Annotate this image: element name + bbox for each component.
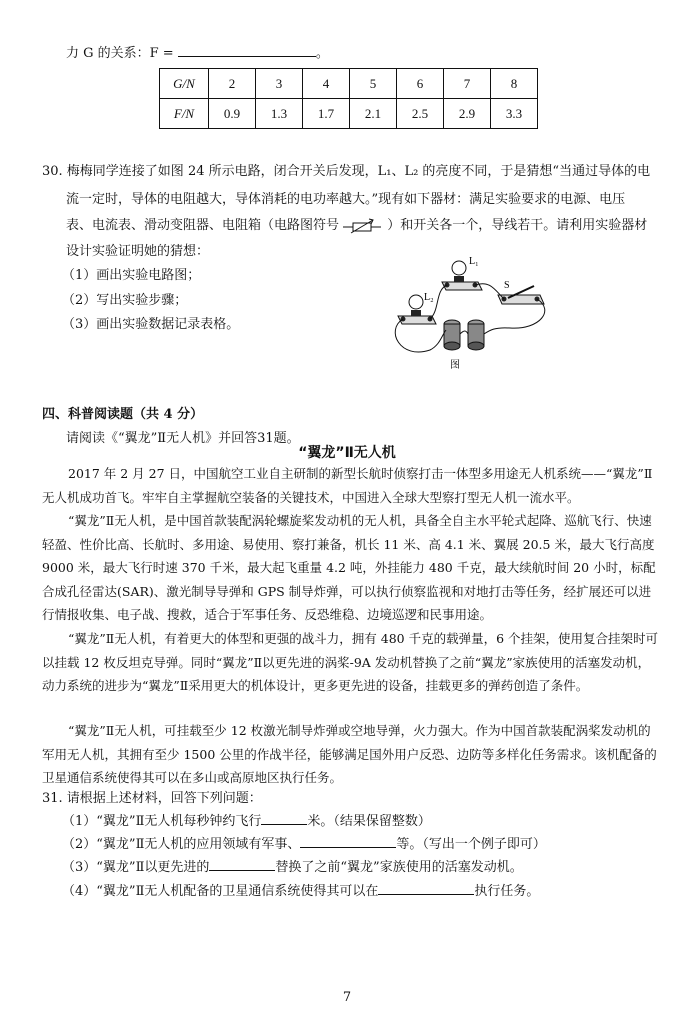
wire [460, 331, 468, 334]
answer-blank[interactable] [300, 833, 396, 848]
q31-item-1 [62, 810, 431, 829]
g-value: 4 [303, 69, 350, 99]
g-value: 8 [491, 69, 538, 99]
g-f-data-table [159, 68, 538, 129]
label-s: S [504, 280, 510, 291]
q31-item-3-after: 替换了之前“翼龙”家族使用的活塞发动机。 [275, 860, 523, 875]
article-paragraph-4: “翼龙”Ⅱ无人机，可挂载至少 12 枚激光制导炸弹或空地导弹，火力强大。作为中国首款装配涡桨发动机的军用无人机，其拥有至少 1500 公里的作战半径，能够满足国外用户反恐、边防等多样化任务需求。该机配备的卫星通信系统使得其可以在多山或高原地区执行任务。 [42, 723, 657, 785]
table-row [160, 99, 538, 129]
q31-item-4-after: 执行任务。 [474, 884, 540, 899]
section-heading: 四、科普阅读题（共 4 分） [42, 407, 204, 422]
q31-item-4-before: （4）“翼龙”Ⅱ无人机配备的卫星通信系统使得其可以在 [62, 884, 379, 899]
q30-item-1: （1）画出实验电路图； [62, 268, 201, 283]
bulb-l1-icon [452, 261, 466, 275]
article-title: “翼龙”Ⅱ无人机 [298, 445, 396, 461]
q31-item-4 [62, 880, 539, 899]
row-label-f: F/N [160, 99, 209, 129]
row-label-g: G/N [160, 69, 209, 99]
page-number: 7 [342, 990, 352, 1005]
label-l2: L₂ [424, 292, 434, 303]
q30-line-3-b: ）和开关各一个，导线若干。请利用实验器材 [387, 218, 648, 233]
g-value: 3 [256, 69, 303, 99]
f-value: 0.9 [209, 99, 256, 129]
q31-item-1-after: 米。（结果保留整数） [307, 814, 431, 829]
answer-blank[interactable] [378, 880, 474, 895]
q31-stem: 31. 请根据上述材料，回答下列问题： [42, 791, 262, 806]
f-value: 3.3 [491, 99, 538, 129]
q29-relation-prefix: 力 G 的关系：F = [66, 46, 174, 61]
q31-item-3 [62, 856, 523, 875]
q30-line-3 [66, 214, 647, 234]
answer-blank[interactable] [178, 42, 316, 57]
q31-item-2-after: 等。（写出一个例子即可） [396, 837, 546, 852]
f-value: 1.7 [303, 99, 350, 129]
q30-line-1: 30. 梅梅同学连接了如图 24 所示电路，闭合开关后发现，L₁、L₂ 的亮度不同，于是猜想“当通过导体的电 [42, 164, 651, 179]
resistance-box-symbol-icon [343, 218, 383, 234]
q31-item-2 [62, 833, 546, 852]
article-paragraph-3: “翼龙”Ⅱ无人机，有着更大的体型和更强的战斗力，拥有 480 千克的载弹量，6 个挂架，使用复合挂架时可以挂载 12 枚反坦克导弹。同时“翼龙”Ⅱ以更先进的涡桨-9A 发动机替换了之前“翼龙”家族使用的活塞发动机，动力系统的进步为“翼龙”Ⅱ采用更大的机体设计，更多更先进的设备，挂载更多的弹药创造了条件。 [42, 631, 659, 693]
q30-line-4: 设计实验证明她的猜想： [66, 244, 210, 259]
q30-item-3: （3）画出实验数据记录表格。 [62, 317, 240, 332]
f-value: 2.9 [444, 99, 491, 129]
answer-blank[interactable] [261, 810, 307, 825]
answer-blank[interactable] [209, 856, 275, 871]
article-paragraph-2: “翼龙”Ⅱ无人机，是中国首款装配涡轮螺旋桨发动机的无人机，具备全自主水平轮式起降、巡航飞行、快速轻盈、性价比高、长航时、多用途、易使用、察打兼备，机长 11 米、高 4.1 米、翼展 20.5 米，最大飞行高度 9000 米，最大飞行时速 370 千米，最大起飞重量 4.2 吨，外挂能力 480 千克，最大续航时间 20 小时，标配合成孔径雷达(SAR)、激光制导导弹和 GPS 制导炸弹，可以执行侦察监视和对地打击等任务，经扩展还可以进行情报收集、电子战、搜救，适合于军事任务、反恐维稳、边境巡逻和民事用途。 [42, 513, 656, 622]
q29-relation-line [66, 42, 329, 61]
g-value: 6 [397, 69, 444, 99]
q30-line-3-a: 表、电流表、滑动变阻器、电阻箱（电路图符号 [66, 218, 340, 233]
section-intro: 请阅读《“翼龙”Ⅱ无人机》并回答31题。 [66, 431, 300, 446]
q31-item-2-before: （2）“翼龙”Ⅱ无人机的应用领域有军事、 [62, 837, 301, 852]
f-value: 1.3 [256, 99, 303, 129]
f-value: 2.5 [397, 99, 444, 129]
q30-line-2: 流一定时，导体的电阻越大，导体消耗的电功率越大。”现有如下器材：满足实验要求的电源、电压 [66, 192, 626, 207]
q29-period: 。 [315, 46, 329, 61]
q31-item-3-before: （3）“翼龙”Ⅱ以更先进的 [62, 860, 210, 875]
label-l1: L₁ [469, 256, 479, 267]
q30-item-2: （2）写出实验步骤； [62, 293, 188, 308]
g-value: 5 [350, 69, 397, 99]
g-value: 2 [209, 69, 256, 99]
figure-caption: 图 [450, 360, 460, 371]
f-value: 2.1 [350, 99, 397, 129]
g-value: 7 [444, 69, 491, 99]
table-row [160, 69, 538, 99]
circuit-figure [380, 250, 570, 375]
article-paragraph-1: 2017 年 2 月 27 日，中国航空工业自主研制的新型长航时侦察打击一体型多用途无人机系统——“翼龙”Ⅱ无人机成功首飞。牢牢自主掌握航空装备的关键技术，中国进入全球大型察打型无人机一流水平。 [42, 466, 653, 505]
q31-item-1-before: （1）“翼龙”Ⅱ无人机每秒钟约飞行 [62, 814, 262, 829]
bulb-l2-icon [409, 295, 423, 309]
